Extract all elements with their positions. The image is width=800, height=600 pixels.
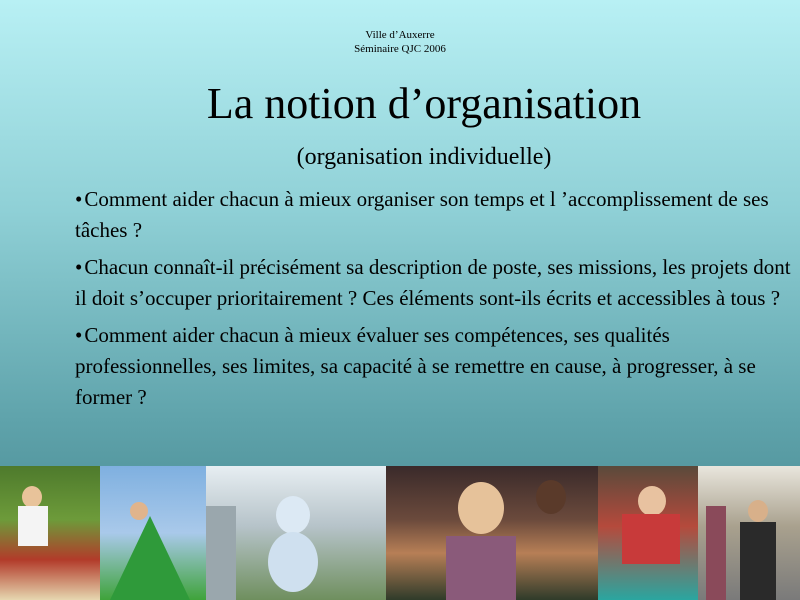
- photo-man-at-fair: [698, 466, 800, 600]
- header-seminar: Séminaire QJC 2006: [354, 43, 446, 55]
- header-city: Ville d’Auxerre: [365, 29, 435, 41]
- bullet-list: [75, 184, 795, 419]
- slide-header: [0, 28, 800, 56]
- photo-snowman-figure: [206, 466, 386, 600]
- photo-child-climbing-sculpture: [100, 466, 206, 600]
- photo-child-crawling: [598, 466, 698, 600]
- slide-subtitle: (organisation individuelle): [296, 144, 552, 170]
- bullet-item: • Chacun connaît-il précisément sa description de poste, ses missions, les projets dont il doit s’occuper prioritairement ? Ces éléments sont-ils écrits et accessibles à tous ?: [75, 252, 795, 314]
- photo-children-drinking: [386, 466, 598, 600]
- bullet-item: • Comment aider chacun à mieux évaluer ses compétences, ses qualités professionnelles, ses limites, sa capacité à se remettre en cause, à progresser, à se former ?: [75, 320, 795, 413]
- photo-child-in-flowers: [0, 466, 100, 600]
- bullet-item: • Comment aider chacun à mieux organiser son temps et l ’accomplissement de ses tâches ?: [75, 184, 795, 246]
- photo-strip: [0, 466, 800, 600]
- slide-title: La notion d’organisation: [206, 79, 642, 128]
